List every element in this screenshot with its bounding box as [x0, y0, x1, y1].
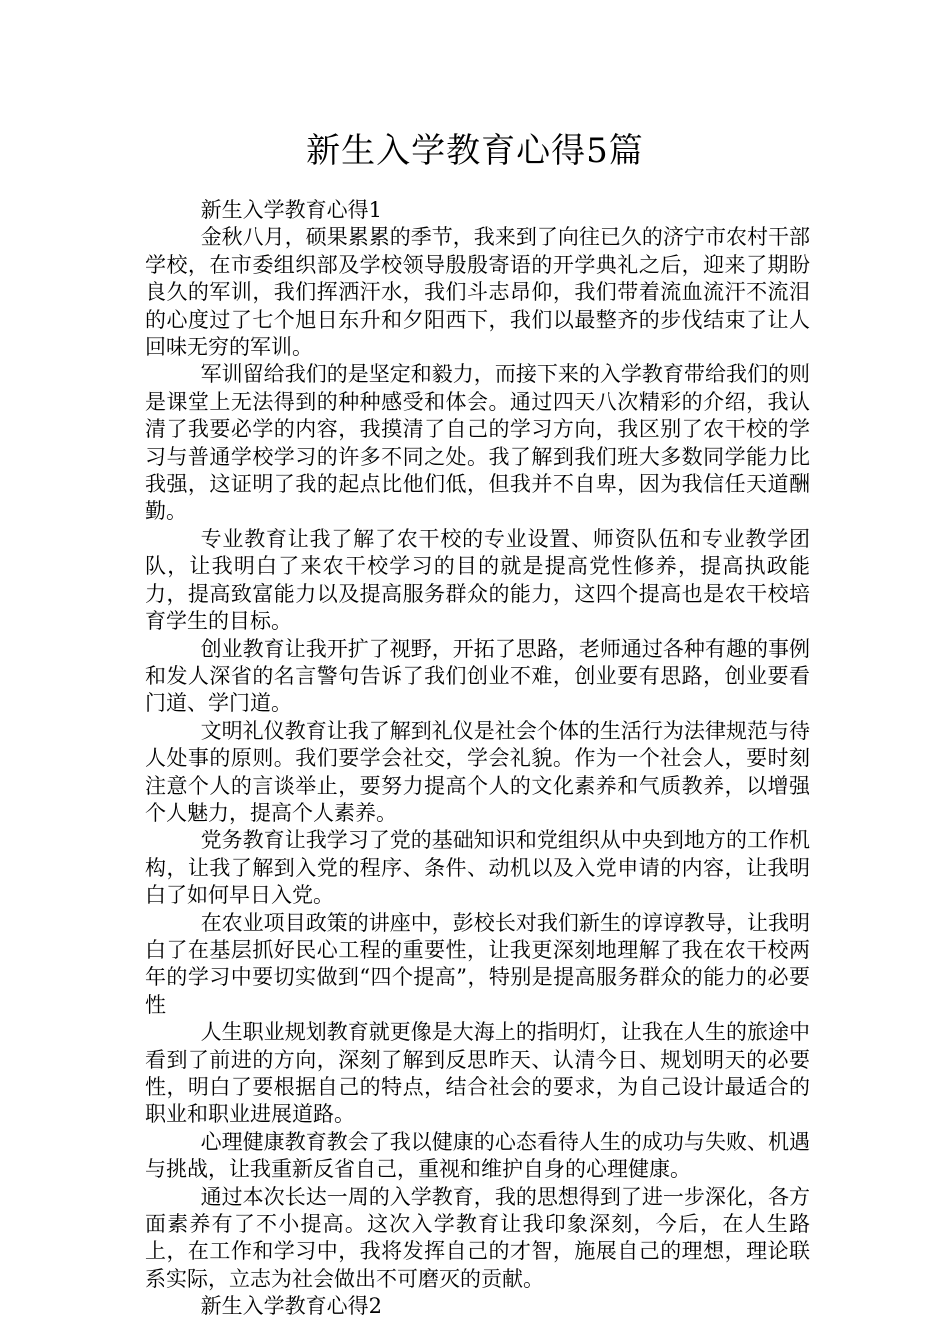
document-title: 新生入学教育心得5篇	[306, 131, 644, 171]
paragraph: 人生职业规划教育就更像是大海上的指明灯，让我在人生的旅途中看到了前进的方向，深刻了解到反思昨天、认清今日、规划明天的必要性，明白了要根据自己的特点，结合社会的要求，为自己设计最适合的职业和职业进展道路。	[145, 1020, 810, 1127]
paragraph: 专业教育让我了解了农干校的专业设置、师资队伍和专业教学团队，让我明白了来农干校学习的目的就是提高党性修养，提高执政能力，提高致富能力以及提高服务群众的能力，这四个提高也是农干校培育学生的目标。	[145, 526, 810, 634]
document-body	[145, 197, 810, 1321]
paragraph: 创业教育让我开扩了视野，开拓了思路，老师通过各种有趣的事例和发人深省的名言警句告诉了我们创业不难，创业要有思路，创业要看门道、学门道。	[145, 636, 810, 716]
paragraph: 党务教育让我学习了党的基础知识和党组织从中央到地方的工作机构，让我了解到入党的程序、条件、动机以及入党申请的内容，让我明白了如何早日入党。	[145, 828, 810, 908]
paragraph: 金秋八月，硕果累累的季节，我来到了向往已久的济宁市农村干部学校，在市委组织部及学校领导殷殷寄语的开学典礼之后，迎来了期盼良久的军训，我们挥洒汗水，我们斗志昂仰，我们带着流血流汗不流泪的心度过了七个旭日东升和夕阳西下，我们以最整齐的步伐结束了让人回味无穷的军训。	[145, 225, 810, 360]
paragraph: 文明礼仪教育让我了解到礼仪是社会个体的生活行为法律规范与待人处事的原则。我们要学会社交，学会礼貌。作为一个社会人，要时刻注意个人的言谈举止，要努力提高个人的文化素养和气质教养，以增强个人魅力，提高个人素养。	[145, 718, 810, 825]
paragraph: 在农业项目政策的讲座中，彭校长对我们新生的谆谆教导，让我明白了在基层抓好民心工程的重要性，让我更深刻地理解了我在农干校两年的学习中要切实做到“四个提高”，特别是提高服务群众的能力的必要性	[145, 910, 810, 1017]
paragraph: 通过本次长达一周的入学教育，我的思想得到了进一步深化，各方面素养有了不小提高。这次入学教育让我印象深刻，今后，在人生路上，在工作和学习中，我将发挥自己的才智，施展自己的理想，理论联系实际，立志为社会做出不可磨灭的贡献。	[145, 1184, 810, 1291]
paragraph: 心理健康教育教会了我以健康的心态看待人生的成功与失败、机遇与挑战，让我重新反省自己，重视和维护自身的心理健康。	[145, 1129, 810, 1182]
section-heading-1: 新生入学教育心得1	[200, 198, 383, 222]
section-heading-2: 新生入学教育心得2	[200, 1294, 383, 1319]
paragraph: 军训留给我们的是坚定和毅力，而接下来的入学教育带给我们的则是课堂上无法得到的种种感受和体会。通过四天八次精彩的介绍，我认清了我要必学的内容，我摸清了自己的学习方向，我区别了农干校的学习与普通学校学习的许多不同之处。我了解到我们班大多数同学能力比我强，这证明了我的起点比他们低，但我并不自卑，因为我信任天道酬勤。	[145, 362, 810, 524]
